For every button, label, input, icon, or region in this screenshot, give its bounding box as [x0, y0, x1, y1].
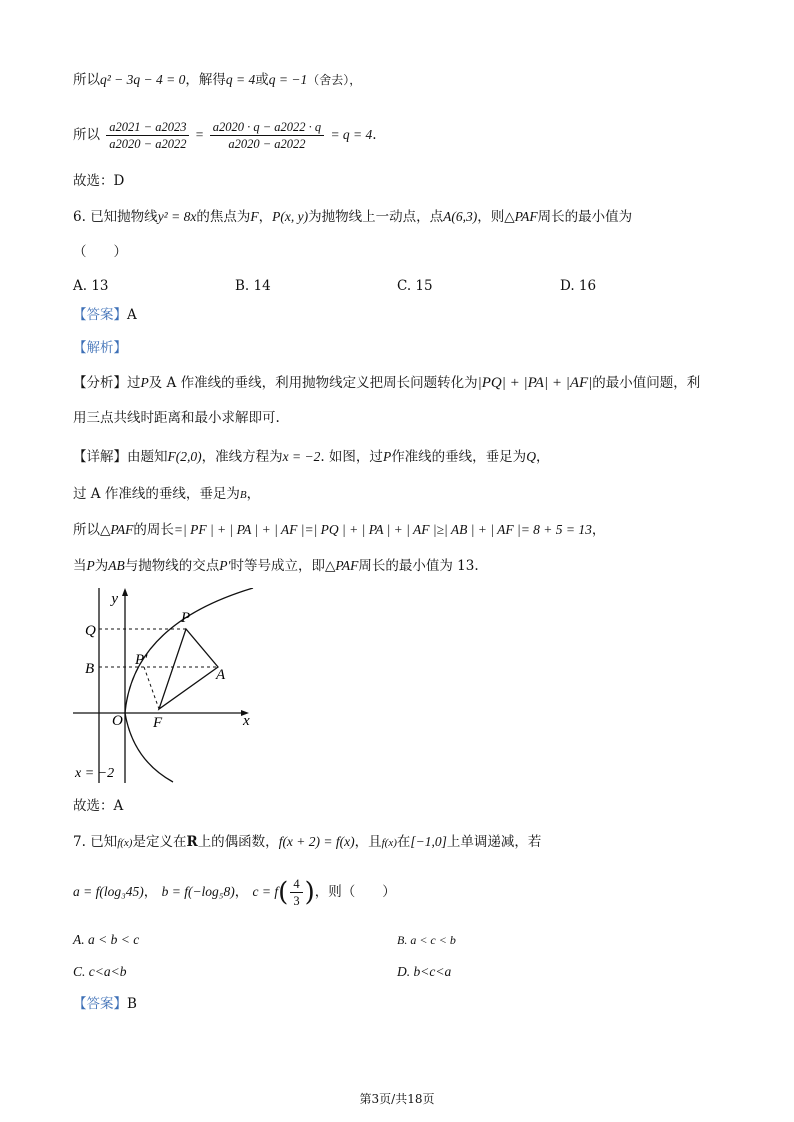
q7-option-d: D. b<c<a [397, 964, 452, 979]
q7-option-a: A. a < b < c [73, 932, 140, 947]
fraction-1: $\frac{a2021 - a2023}{a2020 - a2022}$ [106, 119, 189, 152]
q6-choice: 故选：A [73, 798, 124, 814]
q6-detail-line-3: 所以△PAF的周长=| PF | + | PA | + | AF |=| PQ | + | PA | + | AF |≥| AB | + | AF |= 8 + 5 = 13， [73, 522, 606, 538]
q6-analysis-tag: 【解析】 [73, 340, 127, 356]
prev-line-1: 所以q² − 3q − 4 = 0，解得q = 4或q = −1（舍去）， [73, 72, 362, 88]
q6-detail-line-2: 过 A 作准线的垂线，垂足为B， [73, 486, 261, 502]
parabola-figure [73, 588, 273, 788]
o-label: O [112, 713, 123, 729]
q6-option-c: C. 15 [397, 278, 433, 294]
a-label: A [216, 667, 226, 683]
q6-answer: 【答案】A [73, 307, 137, 323]
q7-option-c: C. c<a<b [73, 964, 127, 979]
f-label: F [153, 715, 163, 731]
p-label: P [181, 610, 191, 626]
pprime-label: P′ [135, 652, 148, 668]
prev-line-2: 所以 $\frac{a2021 - a2023}{a2020 - a2022}$ = $\frac{a2020 \cdot q - a2022 \cdot q}{a2020 - a2022}$ = q = 4. [73, 120, 377, 151]
q7-option-b: B. a < c < b [397, 933, 456, 947]
q6-detail-line-4: 当P为AB与抛物线的交点P′时等号成立，即△PAF周长的最小值为 13. [73, 558, 479, 574]
q7-stem: 7. 已知f(x)是定义在R上的偶函数，f(x + 2) = f(x)，且f(x)在[−1,0]上单调递减，若 [73, 834, 542, 850]
page-footer: 第3页/共18页 [359, 1092, 435, 1106]
q6-detail-line-1: 【详解】由题知F(2,0)，准线方程为x = −2. 如图，过P作准线的垂线，垂足为Q， [73, 449, 550, 465]
q6-fenxi-line-1: 【分析】过P及 A 作准线的垂线，利用抛物线定义把周长问题转化为|PQ| + |PA| + |AF|的最小值问题，利 [73, 375, 701, 391]
q-label: Q [85, 623, 96, 639]
prev-choice: 故选：D [73, 173, 125, 189]
q7-answer: 【答案】B [73, 996, 137, 1012]
q6-option-b: B. 14 [235, 278, 271, 294]
q7-definitions: a = f(log₃45)， b = f(−log₅8)， c = f( $\frac{4}{3}$ )，则（ ） [73, 877, 396, 908]
q6-option-a: A. 13 [73, 278, 109, 294]
q6-stem: 6. 已知抛物线y² = 8x的焦点为F，P(x, y)为抛物线上一动点，点A(6,3)，则△PAF周长的最小值为 [73, 209, 633, 225]
y-axis-arrow [122, 588, 128, 596]
x-label: x [243, 713, 250, 729]
answer-tag: 【答案】 [73, 307, 127, 323]
b-label: B [85, 661, 95, 677]
q6-blank: （ ） [73, 244, 127, 260]
y-label: y [111, 591, 118, 607]
q6-fenxi-line-2: 用三点共线时距离和最小求解即可. [73, 410, 280, 426]
fraction-2: $\frac{a2020 \cdot q - a2022 \cdot q}{a2020 - a2022}$ [210, 119, 324, 152]
pprime-f-dashed [144, 667, 159, 709]
triangle-paf [159, 629, 218, 709]
q6-option-d: D. 16 [560, 278, 597, 294]
directrix-label: x = −2 [75, 766, 115, 781]
